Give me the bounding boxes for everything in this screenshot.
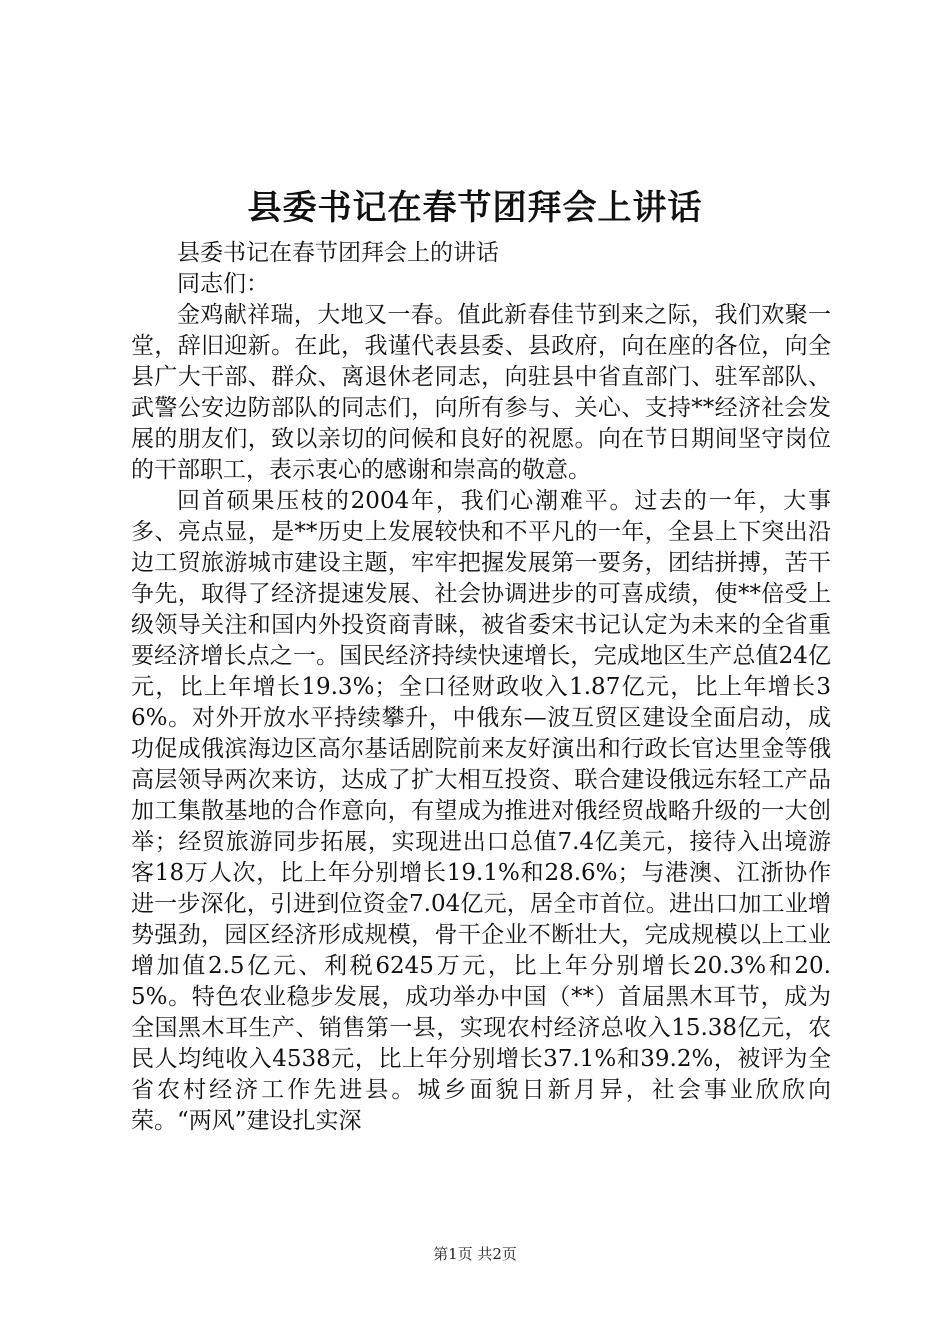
review-paragraph: 回首硕果压枝的2004年，我们心潮难平。过去的一年，大事多、亮点显，是**历史上发展较快和不平凡的一年，全县上下突出沿边工贸旅游城市建设主题，牢牢把握发展第一要务，团结拼搏，苦干争先，取得了经济提速发展、社会协调进步的可喜成绩，使**倍受上级领导关注和国内外投资商青睐，被省委宋书记认定为未来的全省重要经济增长点之一。国民经济持续快速增长，完成地区生产总值24亿元，比上年增长19.3%；全口径财政收入1.87亿元，比上年增长36%。对外开放水平持续攀升，中俄东—波互贸区建设全面启动，成功促成俄滨海边区高尔基话剧院前来友好演出和行政长官达里金等俄高层领导两次来访，达成了扩大相互投资、联合建设俄远东轻工产品加工集散基地的合作意向，有望成为推进对俄经贸战略升级的一大创举；经贸旅游同步拓展，实现进出口总值7.4亿美元，接待入出境游客18万人次，比上年分别增长19.1%和28.6%；与港澳、江浙协作进一步深化，引进到位资金7.04亿元，居全市首位。进出口加工业增势强劲，园区经济形成规模，骨干企业不断壮大，完成规模以上工业增加值2.5亿元、利税6245万元，比上年分别增长20.3%和20.5%。特色农业稳步发展，成功举办中国（**）首届黑木耳节，成为全国黑木耳生产、销售第一县，实现农村经济总收入15.38亿元，农民人均纯收入4538元，比上年分别增长37.1%和39.2%，被评为全省农村经济工作先进县。城乡面貌日新月异，社会事业欣欣向荣。“两风”建设扎实深	[131, 488, 831, 1134]
document-body	[131, 238, 831, 1137]
greeting-paragraph: 金鸡献祥瑞，大地又一春。值此新春佳节到来之际，我们欢聚一堂，辞旧迎新。在此，我谨代表县委、县政府，向在座的各位，向全县广大干部、群众、离退休老同志，向驻县中省直部门、驻军部队、武警公安边防部队的同志们，向所有参与、关心、支持**经济社会发展的朋友们，致以亲切的问候和良好的祝愿。向在节日期间坚守岗位的干部职工，表示衷心的感谢和崇高的敬意。	[131, 302, 831, 483]
subtitle-paragraph: 县委书记在春节团拜会上的讲话	[177, 240, 499, 266]
page-footer: 第1页 共2页	[433, 1245, 517, 1263]
document-title: 县委书记在春节团拜会上讲话	[247, 188, 703, 228]
salutation-paragraph: 同志们：	[177, 271, 269, 297]
